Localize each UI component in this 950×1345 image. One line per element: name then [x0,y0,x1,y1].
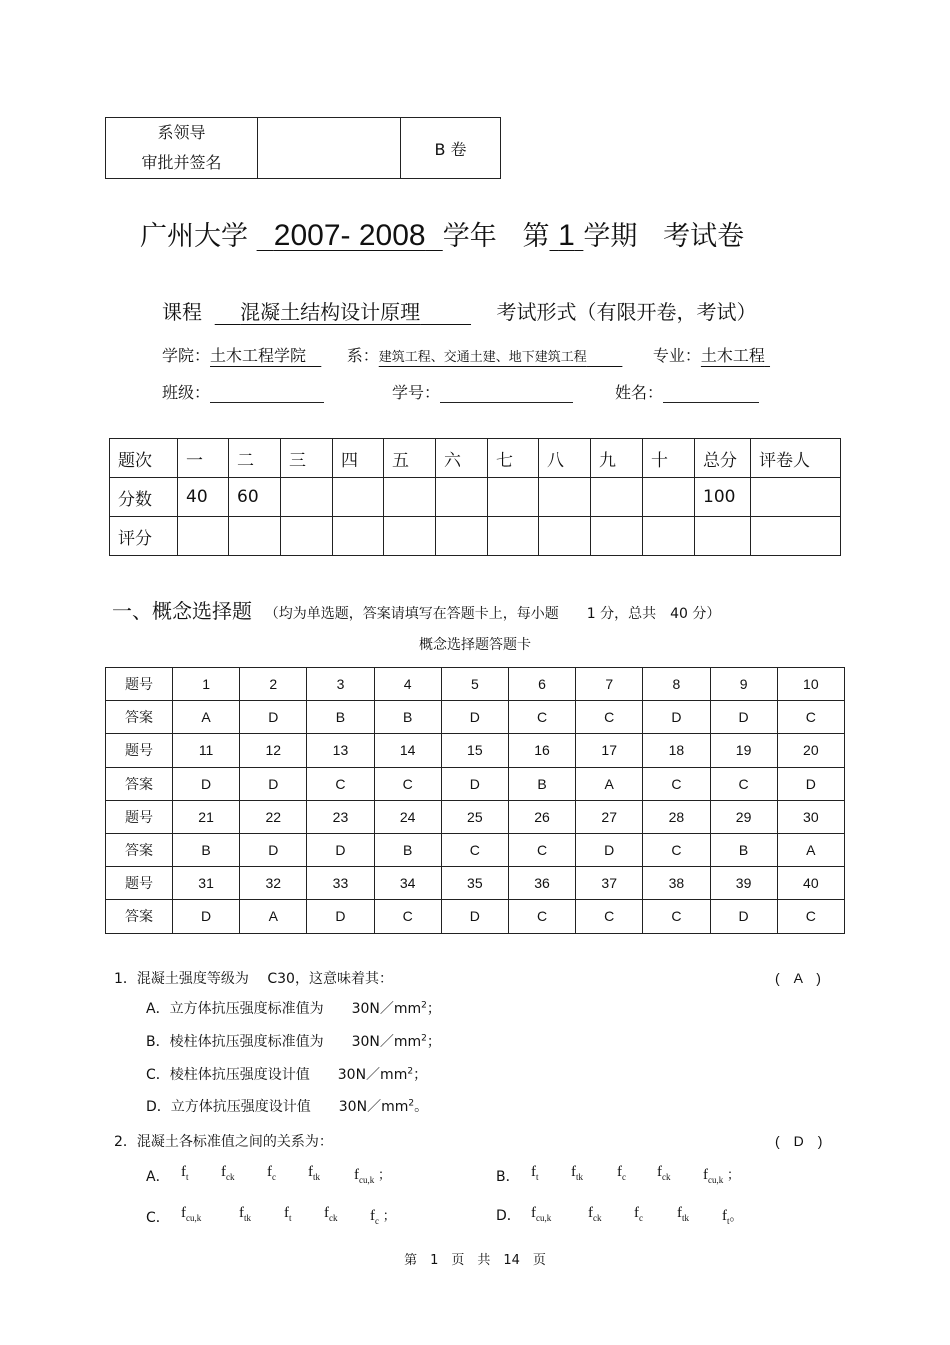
major-value: 土木工程 [700,346,765,365]
score-table [109,438,841,556]
score-cell [539,478,591,517]
question-1-option-b: B．棱柱体抗压强度标准值为 $30N/mm^2$； [146,1033,441,1050]
score-header-cell: 一 [178,439,229,478]
question-2-answer: ( D ) [775,1133,823,1149]
score-grade-row [110,517,841,556]
f-cuk-symbol: $f_{cu,k}$ ； [703,1167,741,1185]
college-label: 学院： [162,346,211,365]
answer-cell[interactable]: C [643,900,710,933]
f-tk-symbol: $f_{tk}$ [239,1205,252,1223]
score-header-cell: 十 [643,439,695,478]
score-header-cell: 四 [333,439,384,478]
academic-year: 2007- 2008 [273,219,426,252]
question-2-option-a-label: A． [146,1169,170,1185]
answer-cell[interactable]: D [240,767,307,800]
answer-cell[interactable]: D [710,701,777,734]
approval-signature-cell [258,118,401,179]
question-number-cell: 5 [441,668,508,701]
score-header-cell: 六 [436,439,488,478]
question-number-cell: 15 [441,734,508,767]
question-number-cell: 32 [240,867,307,900]
question-number-cell: 13 [307,734,374,767]
grade-cell[interactable] [178,517,229,556]
question-number-cell: 34 [374,867,441,900]
answer-cell[interactable]: A [240,900,307,933]
question-number-cell: 35 [441,867,508,900]
f-c-symbol: $f_c$ ； [370,1208,396,1226]
score-cell [281,478,333,517]
question-number-cell: 37 [576,867,643,900]
answer-cell[interactable]: B [374,833,441,866]
question-1-option-c: C．棱柱体抗压强度设计值 $30N/mm^2$； [146,1066,428,1083]
f-cuk-symbol: $f_{cu,k}$ [531,1205,552,1223]
grade-cell[interactable] [695,517,751,556]
f-t-symbol: $f_t$ [284,1205,292,1223]
exam-form: 考试形式（有限开卷，考试） [496,300,757,324]
answer-cell[interactable]: D [441,767,508,800]
f-t-symbol: $f_t$ [181,1164,189,1182]
approval-label-line2: 审批并签名 [141,153,222,172]
major-label: 专业： [652,346,701,365]
course-label: 课程 [162,300,202,324]
answer-card-answer-row [106,833,845,866]
name-field[interactable] [663,385,759,403]
question-2-option-d-label: D． [496,1208,521,1224]
question-number-cell: 28 [643,800,710,833]
question-number-cell: 30 [777,800,844,833]
answer-cell[interactable]: D [441,701,508,734]
question-number-cell: 16 [508,734,575,767]
question-number-cell: 14 [374,734,441,767]
answer-cell[interactable]: C [576,701,643,734]
answer-cell[interactable]: B [173,833,240,866]
f-tk-symbol: $f_{tk}$ [308,1164,321,1182]
answer-card-row-label: 答案 [106,767,173,800]
question-number-cell: 26 [508,800,575,833]
answer-card [105,667,845,934]
score-header-cell: 五 [384,439,436,478]
answer-card-answer-row [106,767,845,800]
dept-value: 建筑工程、交通土建、地下建筑工程 [378,350,587,365]
name-label: 姓名： [615,383,664,402]
score-cell [751,478,841,517]
answer-cell[interactable]: A [173,701,240,734]
answer-card-row-label: 答案 [106,833,173,866]
answer-cell[interactable]: B [508,767,575,800]
grade-cell[interactable] [643,517,695,556]
term-prefix: 第 [522,221,550,252]
answer-cell[interactable]: D [710,900,777,933]
question-number-cell: 33 [307,867,374,900]
f-t-symbol: $f_t$ [531,1164,539,1182]
approval-label-line1: 系领导 [157,123,206,142]
question-number-cell: 23 [307,800,374,833]
answer-card-row-label: 题号 [106,734,173,767]
grade-cell[interactable] [539,517,591,556]
college-value: 土木工程学院 [210,346,307,365]
class-field[interactable] [210,385,324,403]
question-number-cell: 3 [307,668,374,701]
question-number-cell: 10 [777,668,844,701]
answer-card-number-row [106,800,845,833]
f-cuk-symbol: $f_{cu,k}$ [181,1205,202,1223]
question-1-answer: ( A ) [775,970,821,986]
score-cell [384,478,436,517]
grade-cell[interactable] [488,517,539,556]
page-footer: 第 1 页 共 14 页 [404,1253,546,1268]
question-number-cell: 21 [173,800,240,833]
score-cell: 100 [695,478,751,517]
f-ck-symbol: $f_{ck}$ [221,1164,235,1182]
answer-cell[interactable]: C [508,833,575,866]
answer-cell[interactable]: A [777,833,844,866]
score-header-cell: 三 [281,439,333,478]
section-title: 一、概念选择题 [112,599,252,623]
score-header-cell: 总分 [695,439,751,478]
question-number-cell: 12 [240,734,307,767]
term-number: 1 [558,219,575,252]
score-cell: 分数 [110,478,178,517]
grade-cell[interactable] [751,517,841,556]
answer-cell[interactable]: D [307,833,374,866]
answer-cell[interactable]: B [374,701,441,734]
answer-cell[interactable]: B [710,833,777,866]
answer-card-row-label: 答案 [106,900,173,933]
answer-cell[interactable]: D [240,701,307,734]
answer-card-row-label: 题号 [106,668,173,701]
school-name: 广州大学 [140,221,248,252]
answer-cell[interactable]: C [374,767,441,800]
answer-card-row-label: 题号 [106,800,173,833]
answer-card-title: 概念选择题答题卡 [419,637,531,653]
answer-cell[interactable]: C [508,900,575,933]
question-number-cell: 24 [374,800,441,833]
question-number-cell: 17 [576,734,643,767]
term-suffix: 学期 [583,221,638,252]
answer-card-answer-row [106,900,845,933]
year-unit: 学年 [442,221,497,252]
answer-cell[interactable]: C [508,701,575,734]
score-header-row [110,439,841,478]
course-name: 混凝土结构设计原理 [240,300,421,324]
exam-title [140,214,744,253]
score-header-cell: 七 [488,439,539,478]
f-c-symbol: $f_c$ [267,1164,276,1182]
answer-cell[interactable]: D [173,767,240,800]
score-cell: 40 [178,478,229,517]
question-1-stem: 1．混凝土强度等级为 C30，这意味着其： [114,971,393,987]
answer-card-answer-row [106,701,845,734]
answer-cell[interactable]: C [441,833,508,866]
question-number-cell: 38 [643,867,710,900]
score-cell [591,478,643,517]
answer-card-row-label: 题号 [106,867,173,900]
score-cell [488,478,539,517]
answer-cell[interactable]: D [173,900,240,933]
grade-cell[interactable] [436,517,488,556]
answer-cell[interactable]: C [710,767,777,800]
f-tk-symbol: $f_{tk}$ [571,1164,584,1182]
answer-card-number-row [106,867,845,900]
answer-cell[interactable]: C [307,767,374,800]
question-number-cell: 25 [441,800,508,833]
question-number-cell: 31 [173,867,240,900]
grade-cell[interactable] [333,517,384,556]
question-number-cell: 36 [508,867,575,900]
score-header-cell: 评卷人 [751,439,841,478]
f-c-symbol: $f_c$ [634,1205,643,1223]
question-number-cell: 1 [173,668,240,701]
question-number-cell: 4 [374,668,441,701]
answer-card-number-row [106,668,845,701]
question-number-cell: 6 [508,668,575,701]
question-2-option-b-label: B． [496,1169,520,1185]
question-number-cell: 8 [643,668,710,701]
question-1-option-d: D．立方体抗压强度设计值 $30N/mm^2$。 [146,1098,429,1115]
question-2-stem: 2．混凝土各标准值之间的关系为： [114,1134,333,1150]
answer-cell[interactable]: C [374,900,441,933]
approval-label [106,118,258,179]
f-ck-symbol: $f_{ck}$ [588,1205,602,1223]
score-header-cell: 八 [539,439,591,478]
class-label: 班级： [162,383,211,402]
answer-cell[interactable]: D [240,833,307,866]
answer-cell[interactable]: C [643,833,710,866]
answer-card-number-row [106,734,845,767]
question-number-cell: 7 [576,668,643,701]
question-number-cell: 11 [173,734,240,767]
grade-cell[interactable] [229,517,281,556]
score-cell [436,478,488,517]
answer-cell[interactable]: D [441,900,508,933]
answer-cell[interactable]: C [777,900,844,933]
section-note: （均为单选题，答案请填写在答题卡上，每小题 1 分，总共 40 分） [264,606,721,622]
grade-cell[interactable] [591,517,643,556]
answer-card-row-label: 答案 [106,701,173,734]
score-cell: 60 [229,478,281,517]
f-c-symbol: $f_c$ [617,1164,626,1182]
f-cuk-symbol: $f_{cu,k}$ ； [354,1167,392,1185]
question-number-cell: 18 [643,734,710,767]
f-tk-symbol: $f_{tk}$ [677,1205,690,1223]
f-ck-symbol: $f_{ck}$ [657,1164,671,1182]
question-number-cell: 39 [710,867,777,900]
question-number-cell: 20 [777,734,844,767]
info-line-2 [162,380,759,403]
question-1-option-a: A．立方体抗压强度标准值为 $30N/mm^2$； [146,1000,441,1017]
course-line [162,296,756,325]
grade-cell[interactable] [281,517,333,556]
f-t-symbol: $f_t$。 [722,1208,743,1226]
answer-cell[interactable]: B [307,701,374,734]
section-heading [112,595,720,624]
grade-cell: 评分 [110,517,178,556]
score-header-cell: 二 [229,439,281,478]
answer-cell[interactable]: D [576,833,643,866]
paper-version: B 卷 [401,118,501,179]
question-number-cell: 9 [710,668,777,701]
student-id-label: 学号： [392,383,441,402]
question-2-option-c-label: C． [146,1210,170,1226]
answer-cell[interactable]: A [576,767,643,800]
grade-cell[interactable] [384,517,436,556]
dept-label: 系： [346,346,379,365]
question-number-cell: 40 [777,867,844,900]
question-number-cell: 2 [240,668,307,701]
question-number-cell: 29 [710,800,777,833]
f-ck-symbol: $f_{ck}$ [324,1205,338,1223]
answer-cell[interactable]: D [643,701,710,734]
answer-cell[interactable]: D [307,900,374,933]
question-number-cell: 22 [240,800,307,833]
answer-cell[interactable]: C [576,900,643,933]
info-line-1 [162,343,770,366]
score-header-cell: 题次 [110,439,178,478]
score-cell [643,478,695,517]
question-number-cell: 27 [576,800,643,833]
score-cell [333,478,384,517]
answer-card-body [106,668,845,934]
answer-cell[interactable]: C [643,767,710,800]
answer-cell[interactable]: D [777,767,844,800]
approval-box [105,117,501,179]
student-id-field[interactable] [440,385,573,403]
exam-label: 考试卷 [663,221,745,252]
score-points-row [110,478,841,517]
score-header-cell: 九 [591,439,643,478]
answer-cell[interactable]: C [777,701,844,734]
question-number-cell: 19 [710,734,777,767]
